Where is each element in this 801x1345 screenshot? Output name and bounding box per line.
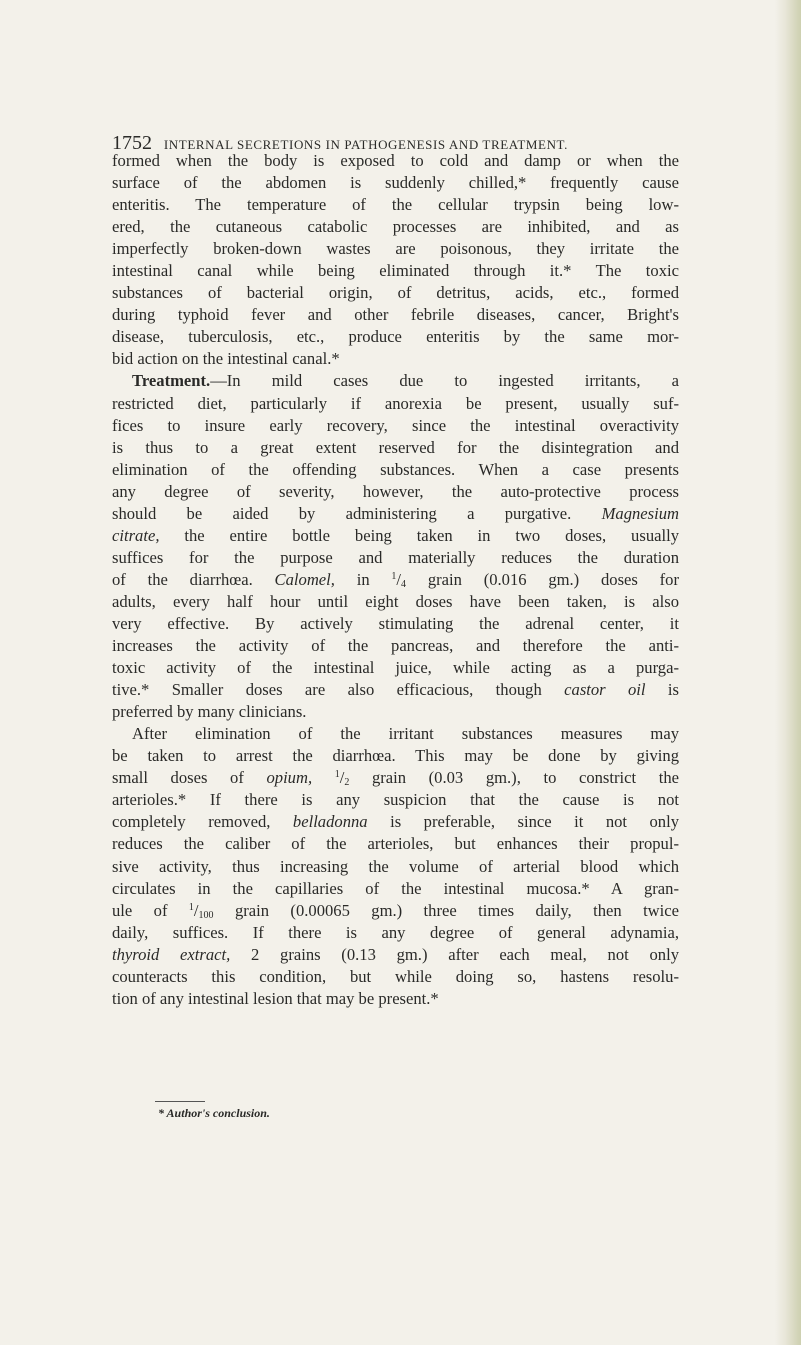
drug-name: opium, [266,768,313,788]
drug-name: thyroid extract, [112,944,231,964]
text-line: arterioles.* If there is any suspicion that the cause is not [112,790,679,810]
text-line: be taken to arrest the diarrhœa. This may be done by giving [112,746,679,766]
text-line: circulates in the capillaries of the intestinal mucosa.* A gran- [112,878,679,898]
text-line: very effective. By actively stimulating the adrenal center, it [112,613,679,633]
text-line: tion of any intestinal lesion that may be present.* [112,988,439,1008]
text-line: toxic activity of the intestinal juice, while acting as a purga- [112,658,679,678]
drug-name: Calomel, [274,569,335,589]
text-line: increases the activity of the pancreas, and therefore the anti- [112,636,679,656]
text-line: thyroid extract, 2 grains (0.13 gm.) after each meal, not only [112,944,679,964]
text-line: reduces the caliber of the arterioles, but enhances their propul- [112,834,679,854]
text-line: disease, tuberculosis, etc., produce enteritis by the same mor- [112,327,679,347]
text-line: After elimination of the irritant substances measures may [132,724,679,744]
text-line: any degree of severity, however, the auto-protective process [112,481,679,501]
body-text [112,150,679,1010]
text-line: small doses of opium, $^1/_2$ grain (0.03 gm.), to constrict the [112,768,679,789]
text-line: imperfectly broken-down wastes are poisonous, they irritate the [112,239,679,259]
text-line: ule of $^1/_{100}$ grain (0.00065 gm.) three times daily, then twice [112,900,680,921]
page-edge-shading [775,0,801,1345]
text-line: adults, every half hour until eight doses have been taken, is also [112,591,679,611]
text-line: bid action on the intestinal canal.* [112,349,340,369]
text-line: preferred by many clinicians. [112,702,307,722]
text-line: ered, the cutaneous catabolic processes are inhibited, and as [112,217,679,237]
text-line: suffices for the purpose and materially reduces the duration [112,547,679,567]
text-line: is thus to a great extent reserved for the disintegration and [112,437,679,457]
text-line: daily, suffices. If there is any degree of general adynamia, [112,922,679,942]
text-line: sive activity, thus increasing the volume of arterial blood which [112,856,679,876]
text-line: tive.* Smaller doses are also efficacious, though castor oil is [112,680,679,700]
fraction: $^1/_2$ [334,768,350,789]
text-line: restricted diet, particularly if anorexia be present, usually suf- [112,393,679,413]
footnote: * Author's conclusion. [158,1106,270,1120]
text-line: enteritis. The temperature of the cellular trypsin being low- [112,195,679,215]
drug-name: Magnesium [601,503,680,523]
text-line: should be aided by administering a purgative. Magnesium [112,503,680,523]
text-line: counteracts this condition, but while doing so, hastens resolu- [112,966,679,986]
running-title: INTERNAL SECRETIONS IN PATHOGENESIS AND TREATMENT. [163,137,568,152]
drug-name: castor oil [564,680,646,700]
drug-name: citrate, [112,525,160,545]
text-line: Treatment.—In mild cases due to ingested irritants, a [132,371,679,391]
section-heading-treatment: Treatment. [132,371,211,391]
text-line: citrate, the entire bottle being taken in two doses, usually [112,525,679,545]
text-line: substances of bacterial origin, of detritus, acids, etc., formed [112,283,679,303]
text-line: fices to insure early recovery, since the intestinal overactivity [112,415,679,435]
text-line: completely removed, belladonna is preferable, since it not only [112,812,680,832]
text-line: surface of the abdomen is suddenly chilled,* frequently cause [112,173,679,193]
text-line: of the diarrhœa. Calomel, in $^1/_4$ grain (0.016 gm.) doses for [112,569,679,590]
text-line: during typhoid fever and other febrile diseases, cancer, Bright's [112,305,679,325]
fraction: $^1/_4$ [391,569,407,590]
drug-name: belladonna [292,812,368,832]
page-number: 1752 [112,132,152,154]
text-line: formed when the body is exposed to cold and damp or when the [112,151,679,170]
fraction: $^1/_{100}$ [188,900,214,921]
text-line: intestinal canal while being eliminated through it.* The toxic [112,261,679,281]
footnote-rule [155,1101,205,1102]
text-line: elimination of the offending substances. When a case presents [112,459,679,479]
